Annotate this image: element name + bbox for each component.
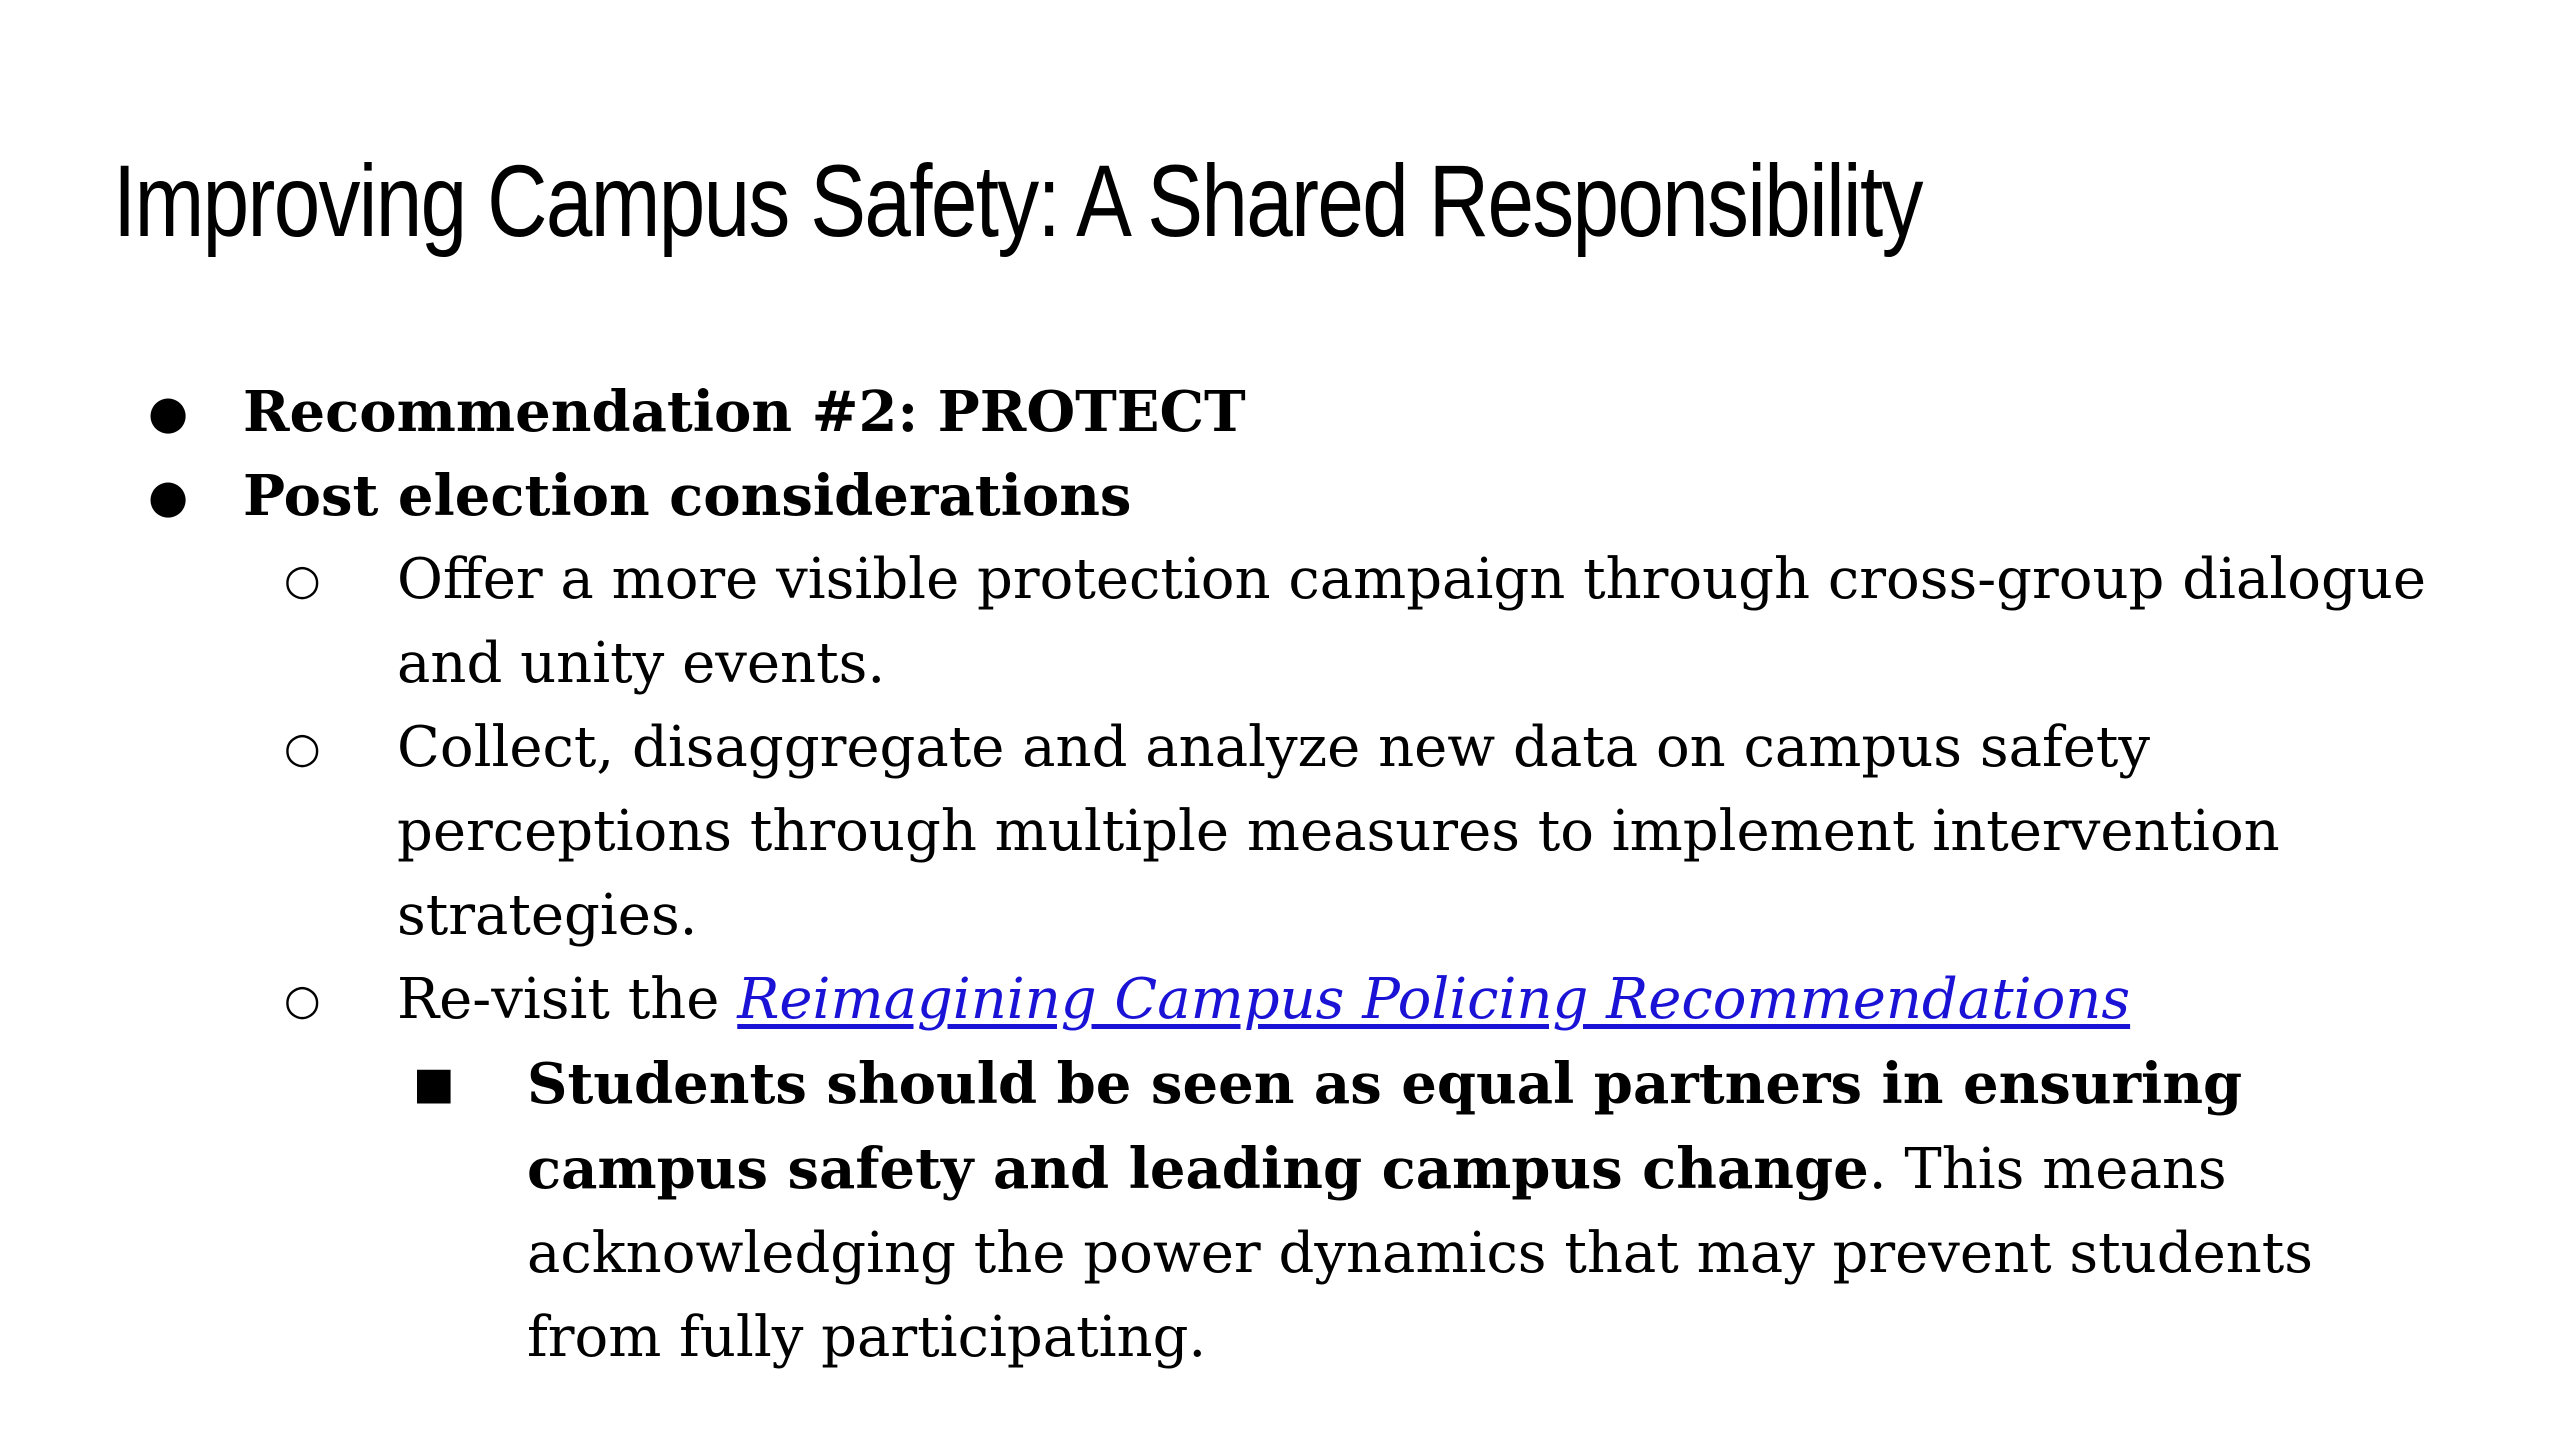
- slide-body: [0, 370, 2560, 1380]
- subbullet-collect-data: [0, 706, 2447, 958]
- subbullet-protection-campaign: [0, 538, 2447, 706]
- bullet-post-election: [0, 454, 2560, 538]
- subbullet-text: Offer a more visible protection campaign through cross-group dialogue and unity events.: [397, 547, 2427, 696]
- subsubbullet-rest-text: . This means acknowledging the power dynamics that may prevent students from fully participating.: [527, 1137, 2314, 1370]
- hollow-circle-bullet-icon: ○: [284, 555, 321, 604]
- policing-recommendations-link[interactable]: Reimagining Campus Policing Recommendations: [737, 967, 2131, 1032]
- hollow-circle-bullet-icon: ○: [284, 975, 321, 1024]
- subbullet-revisit: [0, 958, 2447, 1042]
- hollow-circle-bullet-icon: ○: [284, 723, 321, 772]
- subbullet-text: Collect, disaggregate and analyze new data on campus safety perceptions through multiple measures to implement intervention strategies.: [397, 715, 2280, 948]
- subsubbullet-bold-text: Students should be seen as equal partners in ensuring campus safety and leading campus change: [527, 1051, 2243, 1202]
- filled-square-bullet-icon: ■: [413, 1058, 455, 1109]
- bullet-text: Recommendation #2: PROTECT: [243, 379, 1246, 445]
- bullet-recommendation: [0, 370, 2560, 454]
- subbullet-prefix: Re-visit the: [397, 967, 738, 1032]
- filled-circle-bullet-icon: ●: [148, 469, 189, 523]
- subsubbullet-students-partners: [0, 1042, 2457, 1380]
- slide-title: Improving Campus Safety: A Shared Responsibility: [113, 144, 1922, 258]
- bullet-text: Post election considerations: [243, 463, 1132, 529]
- filled-circle-bullet-icon: ●: [148, 385, 189, 439]
